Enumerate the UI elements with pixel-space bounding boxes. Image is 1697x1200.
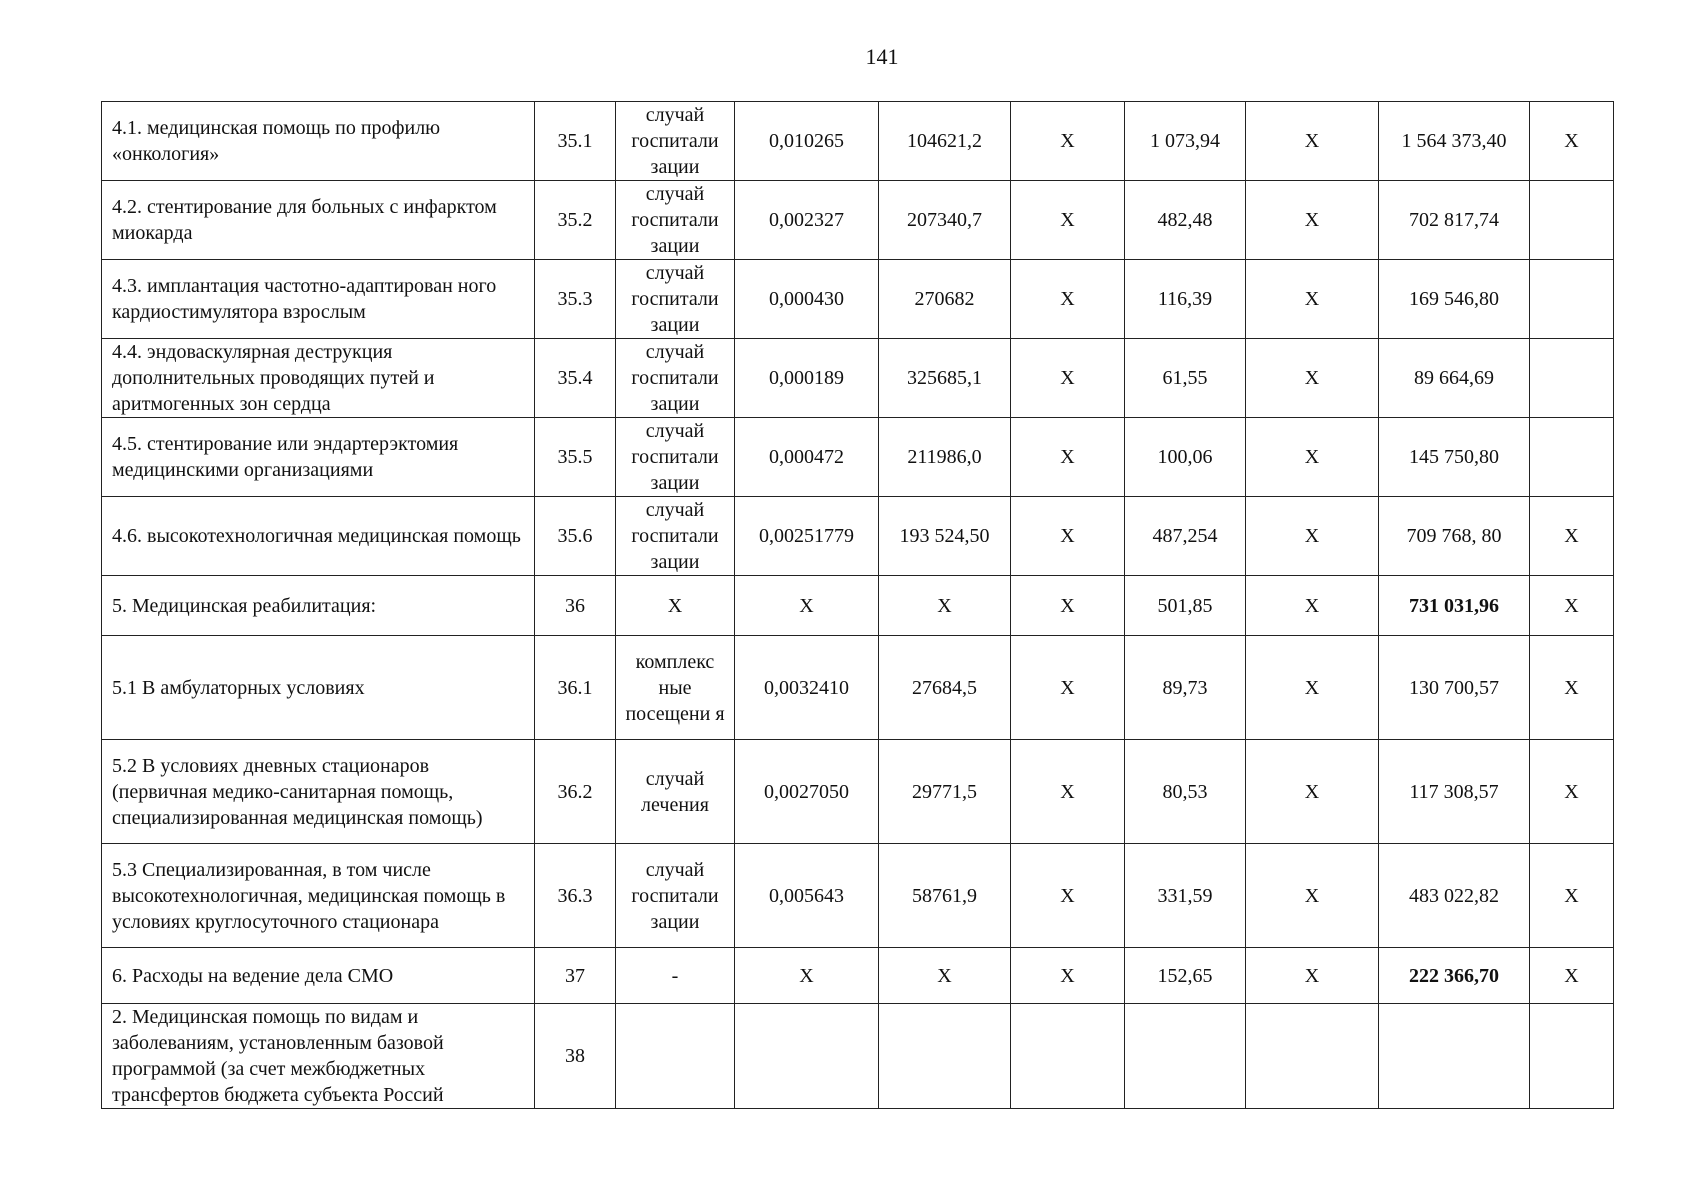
row-code: 35.5: [535, 418, 616, 497]
cell-col5: 211986,0: [879, 418, 1011, 497]
cell-col7: 80,53: [1125, 740, 1246, 844]
cell-col4: Х: [735, 948, 879, 1004]
row-code: 35.4: [535, 339, 616, 418]
cell-col7: 100,06: [1125, 418, 1246, 497]
cell-col6: Х: [1011, 740, 1125, 844]
cell-col6: Х: [1011, 636, 1125, 740]
cell-col6: Х: [1011, 497, 1125, 576]
cell-col8: Х: [1246, 740, 1379, 844]
cell-col4: 0,000430: [735, 260, 879, 339]
cell-col5: 104621,2: [879, 102, 1011, 181]
cell-col8: Х: [1246, 497, 1379, 576]
row-code: 35.2: [535, 181, 616, 260]
cell-col7: 116,39: [1125, 260, 1246, 339]
row-unit: случай лечения: [616, 740, 735, 844]
row-name: 5.3 Специализированная, в том числе высокотехнологичная, медицинская помощь в условиях круглосуточного стационара: [102, 844, 535, 948]
cell-col8: Х: [1246, 948, 1379, 1004]
row-name: 4.4. эндоваскулярная деструкция дополнительных проводящих путей и аритмогенных зон сердца: [102, 339, 535, 418]
cell-col7: 61,55: [1125, 339, 1246, 418]
cell-col5: 27684,5: [879, 636, 1011, 740]
row-unit: случай госпитали зации: [616, 418, 735, 497]
table-row: [102, 418, 1614, 497]
row-code: 38: [535, 1004, 616, 1109]
row-code: 36.2: [535, 740, 616, 844]
cell-col9: 89 664,69: [1379, 339, 1530, 418]
row-unit: [616, 1004, 735, 1109]
cell-col7: 487,254: [1125, 497, 1246, 576]
row-unit: случай госпитали зации: [616, 497, 735, 576]
cell-col9: 117 308,57: [1379, 740, 1530, 844]
cell-col10: Х: [1530, 497, 1614, 576]
cell-col9: 130 700,57: [1379, 636, 1530, 740]
cell-col4: 0,002327: [735, 181, 879, 260]
cell-col9: 222 366,70: [1379, 948, 1530, 1004]
cell-col6: Х: [1011, 576, 1125, 636]
row-unit: случай госпитали зации: [616, 844, 735, 948]
page-number: 141: [865, 44, 899, 69]
cell-col6: Х: [1011, 102, 1125, 181]
cell-col10: [1530, 418, 1614, 497]
cell-col7: 331,59: [1125, 844, 1246, 948]
cell-col9: 709 768, 80: [1379, 497, 1530, 576]
cell-col8: Х: [1246, 339, 1379, 418]
cell-col5: 58761,9: [879, 844, 1011, 948]
cell-col9: 731 031,96: [1379, 576, 1530, 636]
cell-col4: 0,000189: [735, 339, 879, 418]
cell-col9: [1379, 1004, 1530, 1109]
table-row: [102, 260, 1614, 339]
row-name: 4.1. медицинская помощь по профилю «онкология»: [102, 102, 535, 181]
cell-col4: 0,00251779: [735, 497, 879, 576]
cell-col4: 0,000472: [735, 418, 879, 497]
row-name: 5.2 В условиях дневных стационаров (первичная медико-санитарная помощь, специализированная медицинская помощь): [102, 740, 535, 844]
cell-col6: Х: [1011, 844, 1125, 948]
table-row: [102, 740, 1614, 844]
cell-col7: 152,65: [1125, 948, 1246, 1004]
cell-col6: Х: [1011, 418, 1125, 497]
cell-col6: [1011, 1004, 1125, 1109]
row-name: 6. Расходы на ведение дела СМО: [102, 948, 535, 1004]
row-name: 4.3. имплантация частотно-адаптирован ного кардиостимулятора взрослым: [102, 260, 535, 339]
cell-col9: 145 750,80: [1379, 418, 1530, 497]
row-code: 36.1: [535, 636, 616, 740]
cell-col5: 207340,7: [879, 181, 1011, 260]
row-unit: комплекс ные посещени я: [616, 636, 735, 740]
row-unit: случай госпитали зации: [616, 181, 735, 260]
cell-col10: [1530, 1004, 1614, 1109]
row-code: 35.3: [535, 260, 616, 339]
cell-col4: 0,005643: [735, 844, 879, 948]
cell-col5: 325685,1: [879, 339, 1011, 418]
cell-col5: Х: [879, 948, 1011, 1004]
row-code: 35.1: [535, 102, 616, 181]
table-row: [102, 102, 1614, 181]
table-row: [102, 339, 1614, 418]
row-code: 35.6: [535, 497, 616, 576]
cell-col5: 270682: [879, 260, 1011, 339]
cell-col7: 482,48: [1125, 181, 1246, 260]
cell-col9: 169 546,80: [1379, 260, 1530, 339]
cell-col5: 193 524,50: [879, 497, 1011, 576]
cell-col4: 0,010265: [735, 102, 879, 181]
row-name: 5. Медицинская реабилитация:: [102, 576, 535, 636]
cell-col5: [879, 1004, 1011, 1109]
cell-col6: Х: [1011, 181, 1125, 260]
table-row: [102, 844, 1614, 948]
row-name: 4.6. высокотехнологичная медицинская помощь: [102, 497, 535, 576]
cell-col10: Х: [1530, 844, 1614, 948]
cell-col5: Х: [879, 576, 1011, 636]
cell-col9: 1 564 373,40: [1379, 102, 1530, 181]
cell-col5: 29771,5: [879, 740, 1011, 844]
cell-col4: 0,0032410: [735, 636, 879, 740]
cell-col7: 89,73: [1125, 636, 1246, 740]
row-name: 4.5. стентирование или эндартерэктомия медицинскими организациями: [102, 418, 535, 497]
row-unit: -: [616, 948, 735, 1004]
cell-col10: [1530, 260, 1614, 339]
cell-col8: Х: [1246, 181, 1379, 260]
cell-col4: 0,0027050: [735, 740, 879, 844]
cell-col8: Х: [1246, 260, 1379, 339]
row-name: 2. Медицинская помощь по видам и заболеваниям, установленным базовой программой (за счет межбюджетных трансфертов бюджета субъекта Россий: [102, 1004, 535, 1109]
cell-col8: [1246, 1004, 1379, 1109]
row-unit: случай госпитали зации: [616, 260, 735, 339]
cell-col8: Х: [1246, 576, 1379, 636]
table-row: [102, 636, 1614, 740]
data-table: [101, 101, 1614, 1109]
cell-col8: Х: [1246, 844, 1379, 948]
row-name: 4.2. стентирование для больных с инфарктом миокарда: [102, 181, 535, 260]
cell-col10: [1530, 181, 1614, 260]
cell-col8: Х: [1246, 636, 1379, 740]
row-name: 5.1 В амбулаторных условиях: [102, 636, 535, 740]
row-unit: случай госпитали зации: [616, 339, 735, 418]
cell-col10: Х: [1530, 740, 1614, 844]
cell-col9: 702 817,74: [1379, 181, 1530, 260]
cell-col4: [735, 1004, 879, 1109]
cell-col7: 1 073,94: [1125, 102, 1246, 181]
table-row: [102, 948, 1614, 1004]
table-row: [102, 181, 1614, 260]
cell-col10: [1530, 339, 1614, 418]
row-code: 36.3: [535, 844, 616, 948]
cell-col10: Х: [1530, 576, 1614, 636]
cell-col10: Х: [1530, 948, 1614, 1004]
table-row: [102, 576, 1614, 636]
cell-col6: Х: [1011, 260, 1125, 339]
table-row: [102, 1004, 1614, 1109]
cell-col10: Х: [1530, 102, 1614, 181]
cell-col7: 501,85: [1125, 576, 1246, 636]
cell-col8: Х: [1246, 418, 1379, 497]
cell-col7: [1125, 1004, 1246, 1109]
cell-col6: Х: [1011, 339, 1125, 418]
cell-col9: 483 022,82: [1379, 844, 1530, 948]
row-unit: Х: [616, 576, 735, 636]
table-row: [102, 497, 1614, 576]
row-unit: случай госпитали зации: [616, 102, 735, 181]
row-code: 36: [535, 576, 616, 636]
row-code: 37: [535, 948, 616, 1004]
cell-col4: Х: [735, 576, 879, 636]
cell-col8: Х: [1246, 102, 1379, 181]
cell-col10: Х: [1530, 636, 1614, 740]
cell-col6: Х: [1011, 948, 1125, 1004]
